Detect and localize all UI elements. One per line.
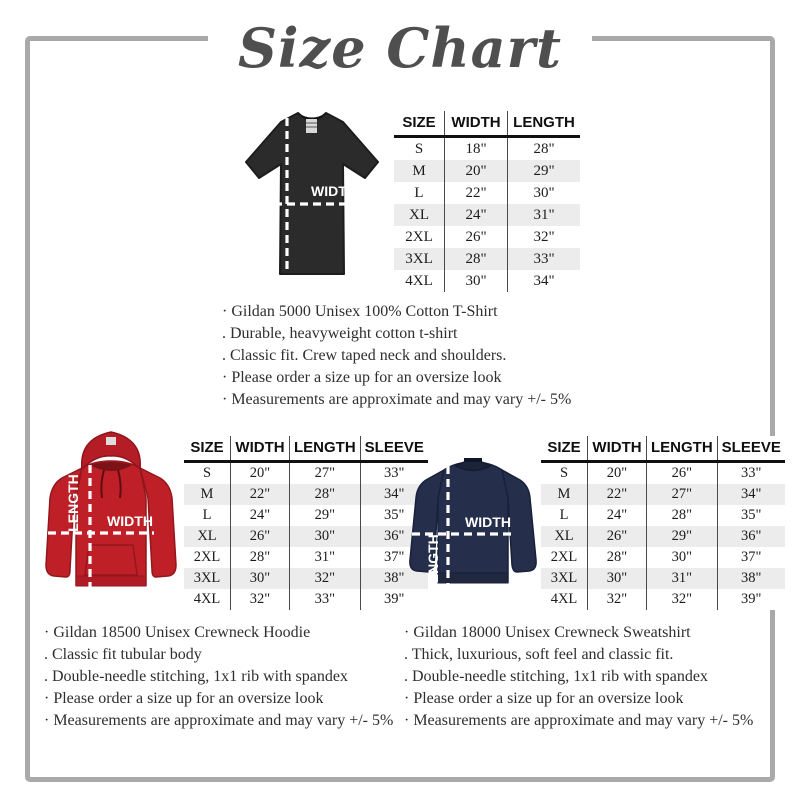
size-cell: 4XL [193, 591, 221, 607]
tshirt-size-table [394, 111, 580, 292]
size-row [184, 505, 428, 526]
column-header: LENGTH [508, 111, 581, 137]
size-cell: 37" [360, 547, 428, 568]
size-cell: 29" [508, 160, 581, 182]
bullet-line: . Double-needle stitching, 1x1 rib with spandex [44, 668, 348, 685]
hoodie-size-table [184, 436, 428, 610]
tshirt-width-label: WIDTH [311, 183, 357, 199]
size-row [541, 462, 785, 485]
bullet-line: . Thick, luxurious, soft feel and classic fit. [404, 646, 674, 663]
size-row [541, 589, 785, 610]
column-header: WIDTH [231, 436, 290, 462]
size-cell: 31" [290, 547, 361, 568]
size-cell: 22" [445, 182, 508, 204]
sweatshirt-tag [464, 458, 482, 462]
size-cell: L [414, 184, 424, 201]
size-cell: 28" [290, 484, 361, 505]
size-cell: 34" [360, 484, 428, 505]
size-cell: 28" [508, 137, 581, 161]
page-title: Size Chart [238, 16, 562, 80]
size-cell: 20" [231, 462, 290, 485]
size-cell: 33" [360, 462, 428, 485]
size-cell: 39" [360, 589, 428, 610]
size-cell: 18" [445, 137, 508, 161]
size-cell: 22" [231, 484, 290, 505]
size-row [394, 248, 580, 270]
size-cell: XL [197, 528, 217, 544]
bullet-line: · Please order a size up for an oversize look [404, 690, 684, 707]
sweatshirt-size-table [541, 436, 785, 610]
size-cell: 39" [717, 589, 785, 610]
size-cell: 28" [445, 248, 508, 270]
sweatshirt-width-label: WIDTH [465, 514, 511, 530]
column-header: SIZE [394, 111, 445, 137]
size-cell: 2XL [405, 228, 433, 245]
size-row [394, 137, 580, 161]
size-cell: 29" [290, 505, 361, 526]
column-header: WIDTH [445, 111, 508, 137]
size-row [184, 526, 428, 547]
bullet-line: · Please order a size up for an oversize look [222, 369, 502, 386]
size-cell: 33" [290, 589, 361, 610]
size-cell: 20" [445, 160, 508, 182]
bullet-line: . Classic fit tubular body [44, 646, 202, 663]
hoodie-tag [106, 437, 116, 445]
size-cell: 30" [588, 568, 647, 589]
size-row [394, 182, 580, 204]
size-cell: 26" [231, 526, 290, 547]
size-cell: 3XL [550, 570, 578, 586]
size-cell: 30" [647, 547, 718, 568]
bullet-line: . Durable, heavyweight cotton t-shirt [222, 325, 458, 342]
size-cell: 38" [360, 568, 428, 589]
size-row [184, 462, 428, 485]
size-cell: 28" [647, 505, 718, 526]
size-cell: 36" [717, 526, 785, 547]
size-cell: 3XL [405, 250, 433, 267]
size-cell: 26" [445, 226, 508, 248]
size-cell: 27" [290, 462, 361, 485]
size-row [184, 568, 428, 589]
size-cell: 28" [588, 547, 647, 568]
size-cell: 30" [290, 526, 361, 547]
size-cell: 35" [717, 505, 785, 526]
size-cell: M [557, 486, 571, 502]
size-cell: 32" [508, 226, 581, 248]
size-cell: 30" [231, 568, 290, 589]
size-row [184, 589, 428, 610]
size-cell: 35" [360, 505, 428, 526]
hoodie-width-label: WIDTH [107, 513, 153, 529]
size-cell: 31" [508, 204, 581, 226]
size-cell: L [559, 507, 569, 523]
tshirt-length-label: LENGTH [262, 211, 278, 269]
bullet-line: · Gildan 5000 Unisex 100% Cotton T-Shirt [222, 303, 498, 320]
bullet-line: · Gildan 18000 Unisex Crewneck Sweatshirt [404, 624, 691, 641]
size-cell: 24" [445, 204, 508, 226]
size-cell: 26" [647, 462, 718, 485]
size-cell: 20" [588, 462, 647, 485]
size-cell: 22" [588, 484, 647, 505]
column-header: SLEEVE [717, 436, 785, 462]
size-row [394, 160, 580, 182]
column-header: LENGTH [290, 436, 361, 462]
size-cell: 32" [588, 589, 647, 610]
size-row [394, 270, 580, 292]
size-cell: 34" [508, 270, 581, 292]
size-cell: 2XL [193, 549, 221, 565]
size-cell: 32" [647, 589, 718, 610]
sweatshirt-length-label: LENGTH [425, 534, 441, 592]
bullet-line: . Classic fit. Crew taped neck and shoulders. [222, 347, 507, 364]
tshirt-neck-label [306, 119, 317, 133]
bullet-line: · Measurements are approximate and may vary +/- 5% [222, 391, 572, 408]
size-row [541, 484, 785, 505]
size-cell: 26" [588, 526, 647, 547]
column-header: LENGTH [647, 436, 718, 462]
size-cell: 36" [360, 526, 428, 547]
size-cell: 33" [717, 462, 785, 485]
column-header: SLEEVE [360, 436, 428, 462]
size-cell: 29" [647, 526, 718, 547]
bullet-line: · Measurements are approximate and may vary +/- 5% [44, 712, 394, 729]
size-cell: 38" [717, 568, 785, 589]
size-row [541, 526, 785, 547]
size-cell: M [200, 486, 214, 502]
column-header: SIZE [184, 436, 231, 462]
size-row [184, 484, 428, 505]
bullet-line: · Gildan 18500 Unisex Crewneck Hoodie [44, 624, 311, 641]
size-cell: 27" [647, 484, 718, 505]
hoodie-hem-band [76, 576, 146, 586]
size-row [394, 226, 580, 248]
size-cell: S [414, 140, 424, 157]
column-header: WIDTH [588, 436, 647, 462]
hoodie-length-label: LENGTH [65, 474, 81, 532]
page-title-wrap [208, 6, 592, 90]
bullet-line: · Measurements are approximate and may vary +/- 5% [404, 712, 754, 729]
sweatshirt-image [398, 430, 548, 610]
size-cell: 24" [231, 505, 290, 526]
size-cell: 33" [508, 248, 581, 270]
size-row [541, 505, 785, 526]
header-row [541, 436, 785, 462]
tshirt-description [222, 301, 571, 411]
size-cell: 24" [588, 505, 647, 526]
bullet-line: . Double-needle stitching, 1x1 rib with spandex [404, 668, 708, 685]
hoodie-description [44, 622, 393, 732]
size-cell: 4XL [550, 591, 578, 607]
size-cell: XL [409, 206, 429, 223]
size-cell: S [202, 465, 212, 481]
column-header: SIZE [541, 436, 588, 462]
size-cell: 32" [290, 568, 361, 589]
size-cell: M [412, 162, 426, 179]
size-cell: 34" [717, 484, 785, 505]
size-cell: 3XL [193, 570, 221, 586]
size-cell: 4XL [405, 272, 433, 289]
size-cell: 30" [445, 270, 508, 292]
tshirt-image [226, 100, 398, 296]
size-cell: 2XL [550, 549, 578, 565]
hoodie-image [32, 423, 190, 617]
size-cell: 37" [717, 547, 785, 568]
size-row [541, 568, 785, 589]
sweatshirt-description [404, 622, 753, 732]
header-row [184, 436, 428, 462]
size-cell: L [202, 507, 212, 523]
size-row [394, 204, 580, 226]
size-cell: 30" [508, 182, 581, 204]
size-row [541, 547, 785, 568]
size-cell: S [559, 465, 569, 481]
size-cell: 28" [231, 547, 290, 568]
header-row [394, 111, 580, 137]
size-row [184, 547, 428, 568]
size-cell: 32" [231, 589, 290, 610]
size-cell: XL [554, 528, 574, 544]
size-cell: 31" [647, 568, 718, 589]
bullet-line: · Please order a size up for an oversize look [44, 690, 324, 707]
